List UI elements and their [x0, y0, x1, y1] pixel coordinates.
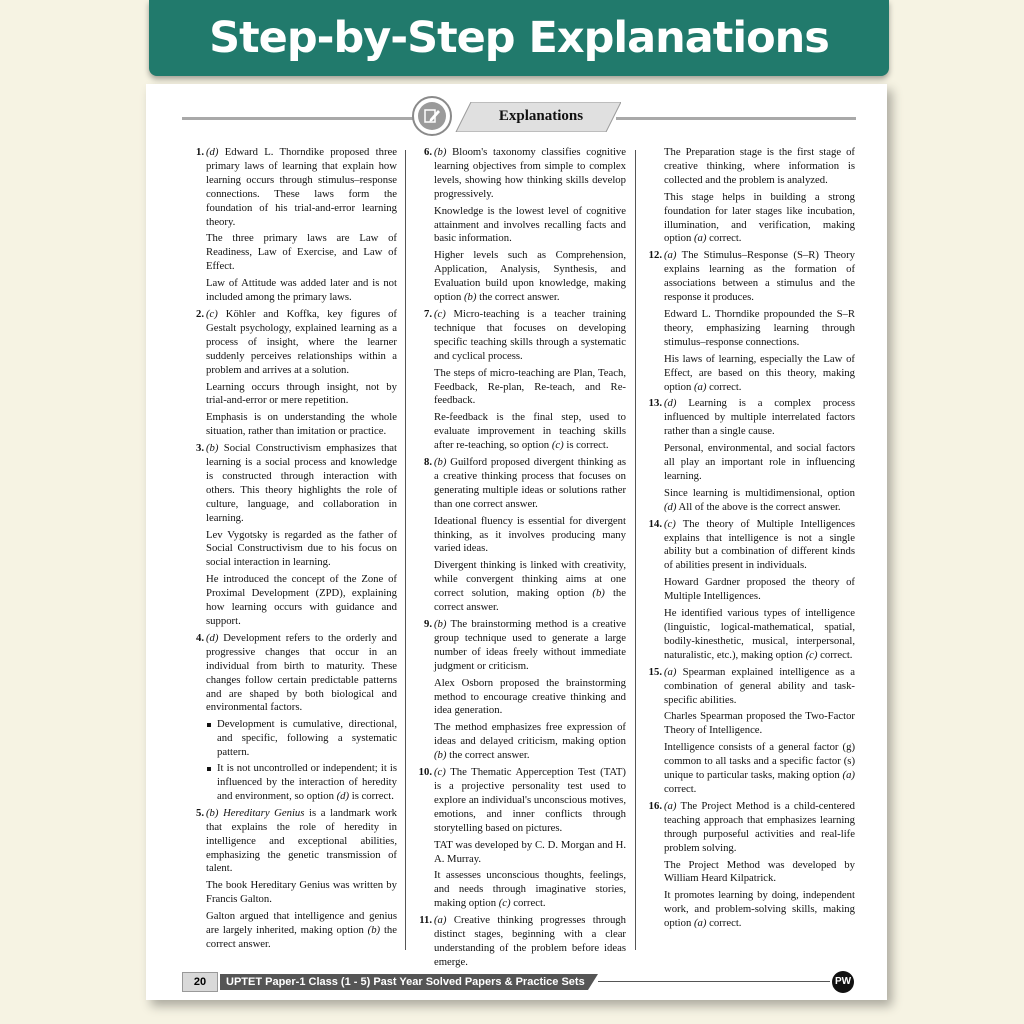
footer-rule: [598, 981, 830, 982]
explanation-item: 2. (c) Köhler and Koffka, key figures of Gestalt psychology, explained learning as a process of insight, where the learner suddenly perceives relationships within a problem and arrives at a solution. Learning occurs through insight, not by trial-and-error or mere repetition. Emphasis is on understanding the whole situation, rather than imitation or practice.: [195, 307, 397, 438]
column-3: [646, 146, 855, 934]
explanation-item: 7. (c) Micro-teaching is a teacher training technique that focuses on developing specific teaching skills through a systematic and cyclical process. The steps of micro-teaching are Plan, Teach, Feedback, Re-plan, Re-teach, and Re-feedback. Re-feedback is the final step, used to evaluate improvement in teaching skills after re-teaching, so option (c) is correct.: [423, 307, 626, 452]
explanation-item: 8. (b) Guilford proposed divergent thinking as a creative thinking process that focuses on generating multiple ideas or solutions rather than one correct answer. Ideational fluency is essential for divergent thinking, as it involves producing many varied ideas. Divergent thinking is linked with creativity, while convergent thinking aims at one correct solution, making option (b) the correct answer.: [423, 456, 627, 614]
explanation-item: 1. (d) Edward L. Thorndike proposed three primary laws of learning that explain how learning occurs through stimulus–response connections. These laws form the foundation of his trial-and-error learning theory. The three primary laws are Law of Readiness, Law of Exercise, and Law of Effect. Law of Attitude was added later and is not included among the primary laws.: [195, 146, 397, 304]
header-rule-right: [616, 117, 856, 120]
page-number: 20: [182, 972, 218, 992]
explanation-item: 12. (a) The Stimulus–Response (S–R) Theory explains learning as the formation of associations between a stimulus and the response it produces. Edward L. Thorndike propounded the S–R theory, emphasizing learning through stimulus–response connections. His laws of learning, especially the Law of Effect, are based on this theory, making option (a) correct.: [648, 249, 855, 393]
pencil-edit-icon: [412, 96, 452, 136]
explanation-item: 13. (d) Learning is a complex process influenced by multiple interrelated factors rather than a single cause. Personal, environmental, and social factors all play an important role in influencing learning. Since learning is multidimensional, option (d) All of the above is the correct answer.: [648, 397, 855, 513]
explanation-item: 11. (a) Creative thinking progresses through distinct stages, beginning with a clear understanding of the problem before ideas emerge.: [419, 914, 626, 968]
column-divider: [635, 150, 636, 950]
section-tab: [441, 102, 621, 132]
column-2: [416, 146, 626, 973]
page-footer: [182, 972, 858, 992]
explanation-item: 16. (a) The Project Method is a child-centered teaching approach that emphasizes learning through purposeful activities and real-life problem solving. The Project Method was developed by William Heard Kilpatrick. It promotes learning by doing, independent work, and problem-solving skills, making option (a) correct.: [648, 799, 855, 930]
list-item: Development is cumulative, directional, and specific, following a systematic pattern.: [206, 718, 397, 760]
explanation-item: 3. (b) Social Constructivism emphasizes that learning is a social process and knowledge is constructed through interaction with others. This theory highlights the role of culture, language, and collaboration in learning. Lev Vygotsky is regarded as the father of Social Constructivism due to his focus on social interaction in learning. He introduced the concept of the Zone of Proximal Development (ZPD), explaining how learning occurs with guidance and support.: [195, 442, 398, 627]
explanation-item: 4. (d) Development refers to the orderly and progressive changes that occur in an individual from birth to maturity. These changes follow certain predictable patterns and are shaped by both biological and environmental factors. Development is cumulative, directional, and specific, following a systematic pattern. It is not uncontrolled or independent; it is influenced by the interaction of heredity and environment, so option (d) is correct.: [195, 631, 397, 802]
column-1: [188, 146, 397, 955]
list-item: It is not uncontrolled or independent; it is influenced by the interaction of heredity and environment, so option (d) is correct.: [206, 762, 397, 804]
header-rule-left: [182, 117, 422, 120]
continued-paragraph: The Preparation stage is the first stage of creative thinking, where information is collected and the problem is analyzed.: [664, 146, 855, 186]
explanation-item: 5. (b) Hereditary Genius is a landmark work that explains the role of heredity in intelligence and exceptional abilities, emphasizing the genetic transmission of talent. The book Hereditary Genius was written by Francis Galton. Galton argued that intelligence and genius are largely inherited, making option (b) the correct answer.: [195, 806, 397, 950]
column-divider: [405, 150, 406, 950]
bullet-list: [206, 718, 397, 803]
explanation-item: 10. (c) The Thematic Apperception Test (TAT) is a projective personality test used to explore an individual's unconscious motives, emotions, and inner conflicts through storytelling based on pictures. TAT was developed by C. D. Morgan and H. A. Murray. It assesses unconscious thoughts, feelings, and needs through imaginative stories, making option (c) correct.: [418, 766, 626, 910]
explanation-item: 9. (b) The brainstorming method is a creative group technique used to generate a large number of ideas freely without immediate judgment or criticism. Alex Osborn proposed the brainstorming method to encourage creative thinking and idea generation. The method emphasizes free expression of ideas and delayed criticism, making option (b) the correct answer.: [423, 618, 626, 762]
continued-paragraph: This stage helps in building a strong foundation for later stages like incubation, illumination, and verification, making option (a) correct.: [664, 190, 855, 245]
publisher-logo-icon: PW: [832, 971, 854, 993]
banner-title: Step-by-Step Explanations: [209, 13, 829, 63]
explanation-item: 15. (a) Spearman explained intelligence as a combination of general ability and task-specific abilities. Charles Spearman proposed the Two-Factor Theory of Intelligence. Intelligence consists of a general factor (g) common to all tasks and a specific factor (s) unique to particular tasks, making option (a) correct.: [648, 665, 856, 795]
book-title: UPTET Paper-1 Class (1 - 5) Past Year Solved Papers & Practice Sets: [220, 974, 598, 990]
explanation-item: 14. (c) The theory of Multiple Intelligences explains that intelligence is not a single ability but a combination of different kinds of abilities present in individuals. Howard Gardner proposed the theory of Multiple Intelligences. He identified various types of intelligence (linguistic, logical-mathematical, spatial, bodily-kinesthetic, musical, interpersonal, naturalistic, etc.), making option (c) correct.: [648, 517, 855, 661]
document-page: [146, 84, 887, 1000]
section-title: Explanations: [498, 108, 584, 124]
banner: [149, 0, 889, 76]
explanation-item: 6. (b) Bloom's taxonomy classifies cognitive learning objectives from simple to complex levels, showing how thinking skills develop progressively. Knowledge is the lowest level of cognitive attainment and involves recalling facts and basic information. Higher levels such as Comprehension, Application, Analysis, Synthesis, and Evaluation build upon knowledge, making option (b) the correct answer.: [423, 146, 627, 304]
